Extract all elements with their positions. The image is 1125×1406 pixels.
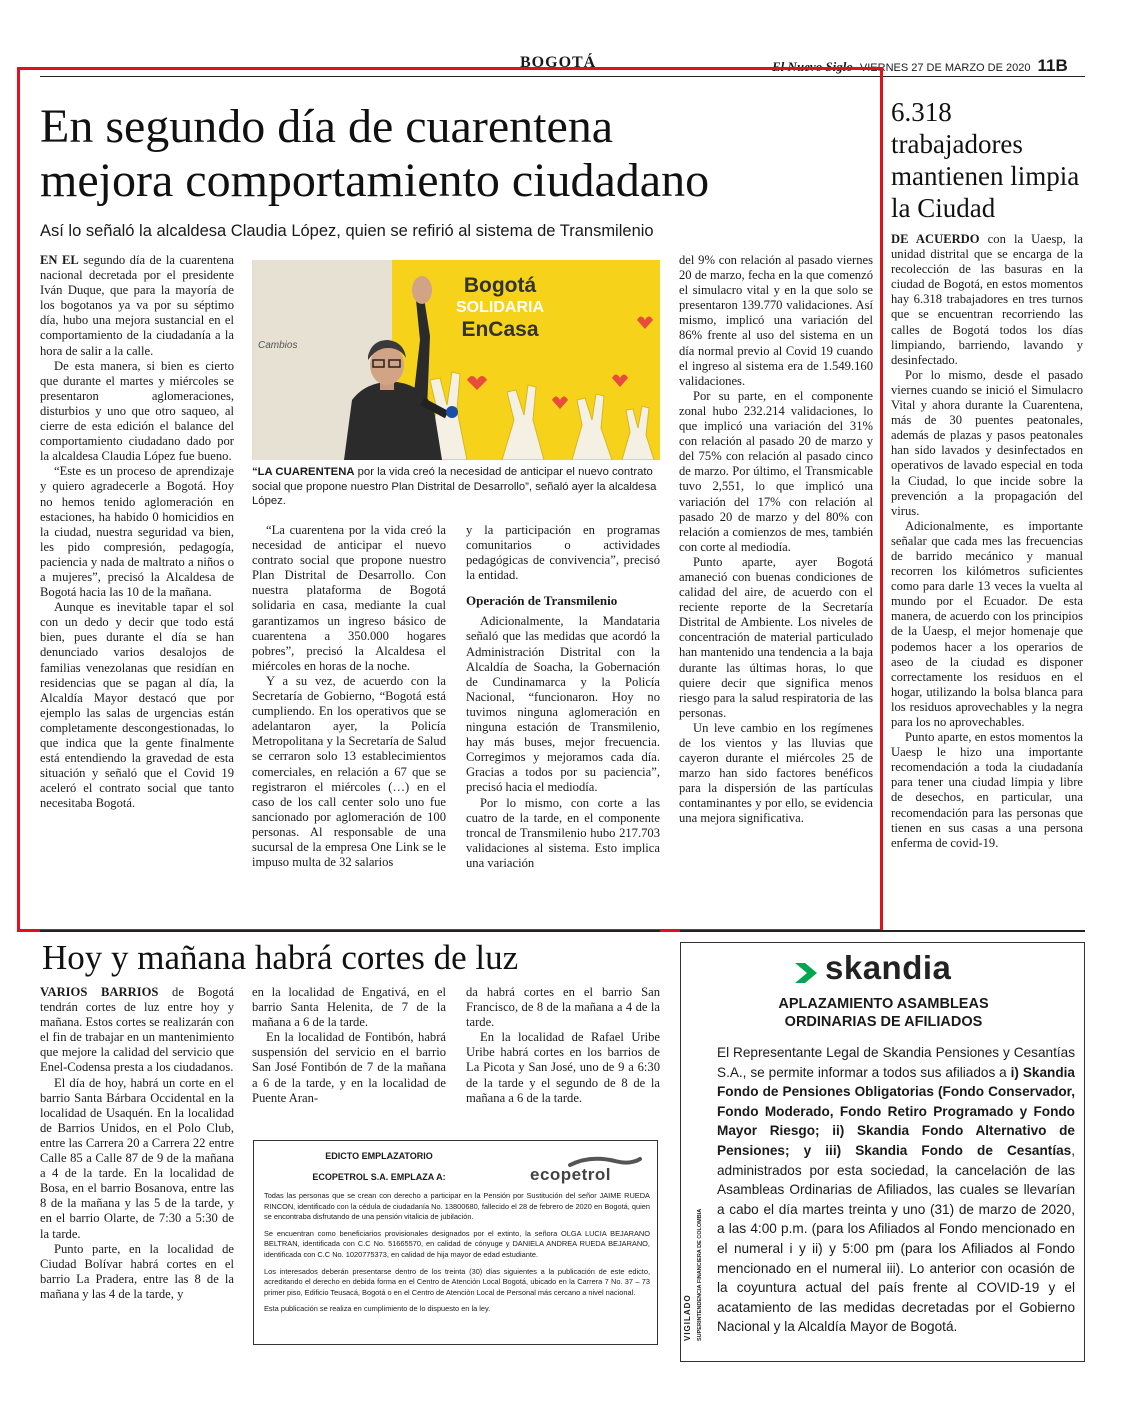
paragraph: Punto aparte, en estos momentos la Uaesp le hizo una importante recomendación a toda la ciudadanía para tener una ciudad limpia y libre de desechos, en particular, una recomendación para las personas que tienen en sus casas a una persona enferma de covid-19.: [891, 730, 1083, 850]
edicto-body: [264, 1191, 650, 1315]
article-photo: [252, 260, 660, 460]
body-text-b: i) Skandia Fondo de Pensiones Obligatorias (Fondo Conservador, Fondo Moderado, Fondo Retiro Programado y Fondo Mayor Riesgo; ii) Skandia Fondo Alternativo de Pensiones; y iii) Skandia Fondo de Cesantías: [717, 1064, 1075, 1158]
paragraph: En la localidad de Rafael Uribe Uribe habrá cortes en los barrios de La Picota y San José, uno de 9 a 6:30 de la tarde y el segundo de 8 de la mañana a 6 de la tarde.: [466, 1030, 660, 1105]
paragraph: El día de hoy, habrá un corte en el barrio Santa Bárbara Occidental en la localidad de Usaquén. En la localidad de Barrios Unidos, en el Polo Club, entre las Carrera 20 a Carrera 22 entre Calle 85 a Calle 87 de 9 de la mañana a 4 de la tarde. En la localidad de Bosa, en el barrio Bosanova, entre las 8 de la mañana y las 5 de la tarde, y en el barrio Olarte, de 7:30 a 5:30 de la tarde.: [40, 1075, 234, 1241]
power-column-2: [252, 985, 446, 1106]
photo-caption: [252, 465, 657, 509]
paragraph: Por lo mismo, con corte a las cuatro de la tarde, en el componente troncal de Transmilenio hubo 217.703 validaciones al sistema. Esto implica una variación: [466, 795, 660, 870]
ecopetrol-logo: [530, 1157, 650, 1185]
section-rule-right: [680, 930, 1085, 932]
logo-text: ecopetrol: [530, 1165, 612, 1184]
power-title: Hoy y mañana habrá cortes de luz: [42, 938, 519, 977]
paragraph: con la Uaesp, la unidad distrital que se encarga de la recolección de las basuras en la ciudad de Bogotá, en estos momentos hay 6.318 trabajadores en tres turnos que se encuentran recorriendo las calles de Bogotá todos los días limpiando, barriendo, lavando y desinfectado.: [891, 232, 1083, 367]
paragraph: Adicionalmente, es importante señalar que cada mes las frecuencias de barrido mecánico y manual recorren los kilómetros suficientes como para darle 13 veces la vuelta al mundo por el Ecuador. De esta manera, de acuerdo con los principios de la Uaesp, el mejor homenaje que podemos hacer a los operarios de aseo de la ciudad es disponer correctamente los residuos en el hogar, utilizando la bolsa blanca para los residuos aprovechables y la negra para los no aprovechables.: [891, 518, 1083, 729]
lead-word: VARIOS BARRIOS: [40, 985, 159, 999]
power-column-1: [40, 985, 234, 1302]
paragraph: Y a su vez, de acuerdo con la Secretaría de Gobierno, “Bogotá está cumpliendo. En los operativos que se adelantaron ayer, la Policía Metropolitana y la Secretaría de Salud se cerraron solo 13 establecimientos comerciales, en relación a 67 que se registraron el miércoles (…) en el caso de los call center solo uno fue sancionado por aglomeración de 100 personas. Al responsable de una sucursal de la empresa One Link se le impuso multa de 32 salarios: [252, 673, 446, 870]
title-line-1: En segundo día de cuarentena: [40, 100, 614, 153]
ad-body: [717, 1043, 1075, 1337]
paragraph: segundo día de la cuarentena nacional decretada por el presidente Iván Duque, que para la mayoría de los bogotanos ya va por su séptimo día, hubo una mejora sustancial en el comportamiento de la ciudadanía a la hora de salir a la calle.: [40, 253, 234, 358]
paragraph: “La cuarentena por la vida creó la necesidad de anticipar el nuevo contrato social que propone nuestro Plan Distrital de Desarrollo. Con nuestra plataforma de Bogotá solidaria en casa, mediante la cual garantizamos un ingreso básico de cuarentena a 350.000 hogares pobres”, precisó la Alcaldesa el miércoles en horas de la noche.: [252, 523, 446, 673]
paragraph: Los interesados deberán presentarse dentro de los treinta (30) días siguientes a la publicación de este edicto, acreditando el derecho en debida forma en el Centro de Atención Local Bogotá, ubicado en la Carrera 7 No. 37 – 73 primer piso, Edificio Teusacá, Bogotá o en el Centro de Atención Local de Personal más cercano a nivel nacional.: [264, 1266, 650, 1297]
caption-lead: “LA CUARENTENA: [252, 466, 355, 478]
article-subtitle: Así lo señaló la alcaldesa Claudia López, quien se refirió al sistema de Transmilenio: [40, 222, 654, 240]
paragraph: Aunque es inevitable tapar el sol con un dedo y decir que todo está bien, pues durante el día se han denunciado varios desalojos de familias venezolanas que residían en residencias que se pagan al día, la Alcaldía Mayor destacó que por ejemplo las salas de urgencias están completamente descongestionadas, lo que indica que la gente finalmente está entendiendo la gravedad de esta situación y señaló que el Covid 19 aceleró el contrato social que tanto necesitaba Bogotá.: [40, 600, 234, 811]
paragraph: Un leve cambio en los regímenes de los vientos y las lluvias que cayeron durante el miércoles 25 de marzo han sido factores benéficos para la dispersión de las partículas contaminantes y por ello, se evidencia una mejora significativa.: [679, 720, 873, 826]
paragraph: Se encuentran como beneficiarios provisionales designados por el extinto, la señora OLGA LUCIA BEJARANO BELTRAN, identificada con C.C No. 51665570, en calidad de cónyuge y DANIELA ANDREA RUEDA BEJARANO, identificada con C.C No. 1020775373, en calidad de hija mayor de edad estudiante.: [264, 1228, 650, 1259]
paragraph: En la localidad de Fontibón, habrá suspensión del servicio en el barrio San José Fontibón de 7 de la mañana a 6 de la tarde, y en la localidad de Puente Aran-: [252, 1030, 446, 1105]
subheading: Operación de Transmilenio: [466, 593, 618, 609]
paragraph: De esta manera, si bien es cierto que durante el martes y miércoles se presentaron aglomeraciones, disturbios y uno que otro saqueo, al cierre de esta edición el balance del comportamiento ciudadano dado por la alcaldesa Claudia López fue bueno.: [40, 358, 234, 464]
lead-word: DE ACUERDO: [891, 232, 980, 246]
edicto-company: ECOPETROL S.A. EMPLAZA A:: [312, 1172, 446, 1182]
paragraph: Por lo mismo, desde el pasado viernes cuando se inició el Simulacro Vital y ahora durante la Cuarentena, más de 30 puentes peatonales, además de plazas y pasos peatonales han sido lavados y desinfectados en operativos de lavado especial en toda la Ciudad, lo que incide sobre la prevención a la propagación del virus.: [891, 367, 1083, 518]
superintendencia-label: [697, 1181, 704, 1341]
paragraph: de Bogotá tendrán cortes de luz entre hoy y mañana. Estos cortes se realizarán con el fin de trabajar en un mantenimiento que mejore la calidad del servicio que Enel-Codensa presta a los ciudadanos.: [40, 985, 234, 1075]
paragraph: Punto parte, en la localidad de Ciudad Bolívar habrá cortes en el barrio La Pradera, entre las 8 de la mañana y las 4 de la tarde, y: [40, 1241, 234, 1301]
body-text-c: , administrados por esta sociedad, la cancelación de las Asambleas Ordinarias de Afiliados, las cuales se llevarían a cabo el día martes treinta y uno (31) de marzo de 2020, a las 4:00 p.m. (para los Afiliados al Fondo mencionado en el numeral i y ii) y 5:00 pm (para los Afiliados al Fondo mencionado en el numeral iii). Lo anterior con ocasión de la coyuntura actual del país frente al COVID-19 y el acatamiento de las medidas decretadas por el Gobierno Nacional y la Alcaldía Mayor de Bogotá.: [717, 1142, 1075, 1335]
sign-line-3: EnCasa: [461, 318, 539, 341]
caption-text: por la vida creó la necesidad de anticipar el nuevo contrato social que propone nuestro Plan Distrital de Desarrollo”, señaló ayer la alcaldesa López.: [252, 466, 657, 507]
paper-name: El Nuevo Siglo: [772, 59, 853, 74]
paragraph: del 9% con relación al pasado viernes 20 de marzo, fecha en la que comenzó el simulacro vital y en la que solo se presentaron 139.770 validaciones. Así mismo, implicó una variación del 86% frente al uso del sistema en un día normal previo al Covid 19 cuando el ingreso al sistema era de 1.549.160 validaciones.: [679, 253, 873, 388]
paragraph: Adicionalmente, la Mandataria señaló que las medidas que acordó la Administración Distrital con la Alcaldía de Soacha, la Gobernación de Cundinamarca y la Policía Nacional, “funcionaron. Hoy no tuvimos ninguna aglomeración en ninguna estación de Transmilenio, hay más buses, mejor frecuencia. Corregimos y mejoramos cada día. Gracias a todos por su paciencia”, precisó hacia el mediodía.: [466, 614, 660, 795]
section-label: BOGOTÁ: [520, 54, 597, 71]
section-rule-left: [40, 930, 660, 932]
photo-sign: [430, 274, 570, 342]
skandia-arrow-icon: [793, 957, 823, 987]
headline-line-1: APLAZAMIENTO ASAMBLEAS: [778, 996, 989, 1012]
paragraph: y la participación en programas comunitarios o actividades pedagógicas de convivencia”, precisó la entidad.: [466, 523, 660, 583]
paragraph: Punto aparte, ayer Bogotá amaneció con buenas condiciones de calidad del aire, de acuerdo con el reciente reporte de la Secretaría Distrital de Ambiente. Los niveles de concentración de material particulado han mantenido una tendencia a la baja durante las últimas horas, lo que quiere decir que significa menos riesgo para la salud respiratoria de las personas.: [679, 554, 873, 720]
power-column-3: [466, 985, 660, 1106]
skandia-ad: [680, 942, 1085, 1362]
ad-headline: [681, 995, 1086, 1031]
main-column-3: [466, 523, 660, 871]
edicto-title: EDICTO EMPLAZATORIO: [325, 1151, 433, 1161]
lead-word: EN EL: [40, 253, 79, 267]
side-title: 6.318 trabajadores mantienen limpia la Ciudad: [891, 97, 1080, 223]
paragraph: da habrá cortes en el barrio San Francisco, de 8 de la mañana a 4 de la tarde.: [466, 985, 660, 1030]
vigilado-text: VIGILADO: [683, 1294, 692, 1341]
headline-line-2: ORDINARIAS DE AFILIADOS: [784, 1014, 983, 1030]
issue-date: VIERNES 27 DE MARZO DE 2020: [859, 62, 1031, 74]
title-line-2: mejora comportamiento ciudadano: [40, 154, 710, 207]
article-title: [40, 100, 860, 208]
side-column: [891, 232, 1083, 851]
paragraph: Esta publicación se realiza en cumplimiento de lo dispuesto en la ley.: [264, 1304, 491, 1314]
paragraph: Todas las personas que se crean con derecho a participar en la Pensión por Sustitución del señor JAIME RUEDA RINCON, identificado con la cédula de ciudadanía No. 13800680, fallecido el 28 de febrero de 2020 en Bogotá, quien se encontraba disfrutando de una pensión vitalicia de jubilación.: [264, 1191, 650, 1222]
main-column-4: [679, 253, 873, 827]
vigilado-label: [683, 1261, 692, 1341]
sign-line-1: Bogotá: [463, 274, 537, 297]
photo-board-text: Cambios: [258, 340, 298, 351]
main-column-2: [252, 523, 446, 870]
edicto-box: [253, 1140, 658, 1345]
superintendencia-text: SUPERINTENDENCIA FINANCIERA DE COLOMBIA: [697, 1208, 703, 1341]
brand-name: skandia: [825, 949, 952, 986]
paragraph: Por su parte, en el componente zonal hubo 232.214 validaciones, lo que implicó una variación del 31% con relación al pasado 20 de marzo y del 75% con relación al pasado cinco de marzo. Por último, el Transmicable tuvo 2,551, lo que implicó una variación del 17% con relación al pasado 20 de marzo y del 80% con relación a comienzos de mes, también con corte al mediodía.: [679, 388, 873, 554]
main-column-1: [40, 253, 234, 811]
paragraph: en la localidad de Engativá, en el barrio Santa Helenita, de 7 de la mañana a 6 de la tarde.: [252, 985, 446, 1030]
sign-line-2: SOLIDARIA: [456, 299, 544, 316]
paragraph: “Este es un proceso de aprendizaje y quiero agradecerle a Bogotá. Hoy no hemos tenido aglomeración en estaciones, ha habido 0 homicidios en la ciudad, nuestra seguridad va bien, les pido compresión, pedagogía, paciencia y nada de maltrato a niños o a mujeres”, precisó la Alcaldesa de Bogotá hacia las 10 de la mañana.: [40, 464, 234, 600]
body-text-a: El Representante Legal de Skandia Pensiones y Cesantías S.A., se permite informar a todos sus afiliados a: [717, 1045, 1075, 1080]
page-number: 11B: [1037, 56, 1068, 75]
